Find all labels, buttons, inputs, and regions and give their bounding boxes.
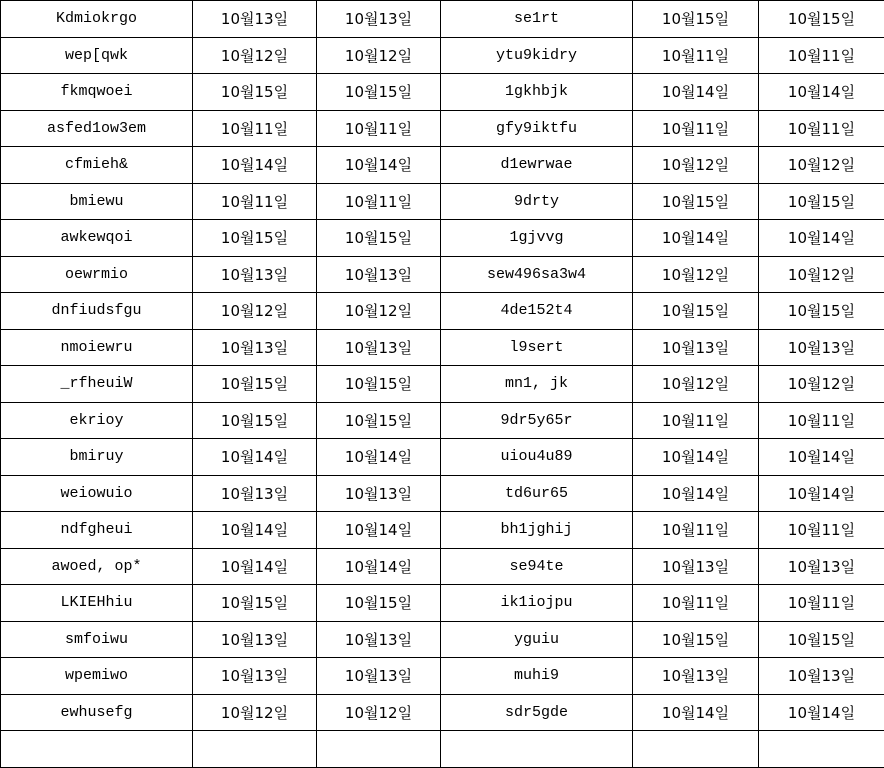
table-cell[interactable]: wep[qwk: [1, 37, 193, 74]
table-cell[interactable]: muhi9: [441, 658, 633, 695]
table-cell[interactable]: se1rt: [441, 1, 633, 38]
table-cell[interactable]: 10월11일: [633, 37, 759, 74]
table-cell[interactable]: wpemiwo: [1, 658, 193, 695]
table-cell[interactable]: dnfiudsfgu: [1, 293, 193, 330]
table-row: [1, 621, 884, 658]
table-row: [1, 731, 884, 768]
table-cell[interactable]: [1, 731, 193, 768]
table-cell[interactable]: ndfgheui: [1, 512, 193, 549]
table-cell[interactable]: 10월14일: [317, 439, 441, 476]
table-cell[interactable]: 10월15일: [193, 220, 317, 257]
table-cell[interactable]: 10월15일: [633, 621, 759, 658]
table-cell[interactable]: awkewqoi: [1, 220, 193, 257]
table-cell[interactable]: 10월13일: [193, 256, 317, 293]
table-cell[interactable]: 10월14일: [759, 475, 884, 512]
table-cell[interactable]: 10월11일: [633, 402, 759, 439]
table-row: [1, 329, 884, 366]
table-cell[interactable]: [317, 731, 441, 768]
table-cell[interactable]: 10월13일: [317, 621, 441, 658]
table-cell[interactable]: [441, 731, 633, 768]
table-cell[interactable]: bh1jghij: [441, 512, 633, 549]
table-cell[interactable]: bmiruy: [1, 439, 193, 476]
table-row: [1, 74, 884, 111]
table-cell[interactable]: 10월11일: [317, 110, 441, 147]
table-cell[interactable]: 10월14일: [759, 74, 884, 111]
table-cell[interactable]: l9sert: [441, 329, 633, 366]
table-cell[interactable]: ekrioy: [1, 402, 193, 439]
table-cell[interactable]: 10월12일: [633, 256, 759, 293]
table-row: [1, 147, 884, 184]
table-cell[interactable]: asfed1ow3em: [1, 110, 193, 147]
table-cell[interactable]: 10월15일: [317, 402, 441, 439]
table-cell[interactable]: 10월15일: [759, 293, 884, 330]
table-cell[interactable]: 10월13일: [317, 658, 441, 695]
table-row: [1, 110, 884, 147]
table-cell[interactable]: sdr5gde: [441, 694, 633, 731]
table-cell[interactable]: 10월11일: [193, 183, 317, 220]
table-cell[interactable]: 10월13일: [759, 658, 884, 695]
table-row: [1, 366, 884, 403]
table-cell[interactable]: 10월15일: [193, 585, 317, 622]
table-cell[interactable]: oewrmio: [1, 256, 193, 293]
table-row: [1, 256, 884, 293]
table-cell[interactable]: awoed, op*: [1, 548, 193, 585]
table-cell[interactable]: fkmqwoei: [1, 74, 193, 111]
table-row: [1, 439, 884, 476]
table-row: [1, 512, 884, 549]
table-cell[interactable]: 10월13일: [317, 475, 441, 512]
table-cell[interactable]: 10월11일: [759, 585, 884, 622]
table-cell[interactable]: 10월13일: [193, 621, 317, 658]
table-body: [1, 1, 884, 768]
table-cell[interactable]: 10월14일: [317, 512, 441, 549]
table-cell[interactable]: 10월12일: [193, 293, 317, 330]
table-cell[interactable]: 10월12일: [759, 366, 884, 403]
table-cell[interactable]: 10월11일: [193, 110, 317, 147]
table-cell[interactable]: 10월12일: [317, 37, 441, 74]
table-cell[interactable]: gfy9iktfu: [441, 110, 633, 147]
table-cell[interactable]: 10월15일: [193, 402, 317, 439]
table-cell[interactable]: 10월15일: [759, 1, 884, 38]
table-cell[interactable]: mn1, jk: [441, 366, 633, 403]
table-cell[interactable]: 10월12일: [317, 293, 441, 330]
table-cell[interactable]: ytu9kidry: [441, 37, 633, 74]
table-row: [1, 475, 884, 512]
table-cell[interactable]: 10월14일: [759, 439, 884, 476]
table-cell[interactable]: 10월13일: [759, 329, 884, 366]
table-cell[interactable]: 10월13일: [633, 548, 759, 585]
table-cell[interactable]: 10월14일: [633, 220, 759, 257]
table-cell[interactable]: 10월15일: [759, 183, 884, 220]
table-cell[interactable]: 10월14일: [633, 475, 759, 512]
table-cell[interactable]: yguiu: [441, 621, 633, 658]
table-cell[interactable]: 10월14일: [633, 439, 759, 476]
table-cell[interactable]: weiowuio: [1, 475, 193, 512]
table-cell[interactable]: 9dr5y65r: [441, 402, 633, 439]
table-cell[interactable]: 10월14일: [759, 694, 884, 731]
table-cell[interactable]: ik1iojpu: [441, 585, 633, 622]
table-cell[interactable]: ewhusefg: [1, 694, 193, 731]
table-cell[interactable]: 10월13일: [193, 658, 317, 695]
table-cell[interactable]: 10월13일: [317, 256, 441, 293]
table-cell[interactable]: 10월15일: [193, 74, 317, 111]
table-cell[interactable]: [759, 731, 884, 768]
table-cell[interactable]: 10월13일: [317, 329, 441, 366]
table-cell[interactable]: 10월11일: [633, 585, 759, 622]
table-cell[interactable]: 10월11일: [759, 110, 884, 147]
table-cell[interactable]: 10월12일: [193, 694, 317, 731]
table-cell[interactable]: 10월12일: [633, 147, 759, 184]
table-cell[interactable]: 10월14일: [193, 548, 317, 585]
table-cell[interactable]: smfoiwu: [1, 621, 193, 658]
table-cell[interactable]: 10월15일: [317, 585, 441, 622]
table-cell[interactable]: nmoiewru: [1, 329, 193, 366]
table-cell[interactable]: 10월12일: [759, 147, 884, 184]
table-cell[interactable]: 10월14일: [317, 147, 441, 184]
table-cell[interactable]: 10월11일: [759, 402, 884, 439]
table-cell[interactable]: _rfheuiW: [1, 366, 193, 403]
table-cell[interactable]: 10월13일: [193, 329, 317, 366]
table-cell[interactable]: se94te: [441, 548, 633, 585]
table-cell[interactable]: 10월11일: [633, 110, 759, 147]
table-cell[interactable]: cfmieh&: [1, 147, 193, 184]
table-cell[interactable]: bmiewu: [1, 183, 193, 220]
table-cell[interactable]: 10월15일: [317, 74, 441, 111]
table-row: [1, 694, 884, 731]
table-cell[interactable]: 10월14일: [633, 694, 759, 731]
table-cell[interactable]: 10월14일: [193, 512, 317, 549]
table-cell[interactable]: 9drty: [441, 183, 633, 220]
table-cell[interactable]: 10월14일: [759, 220, 884, 257]
table-cell[interactable]: 10월12일: [633, 366, 759, 403]
table-row: [1, 1, 884, 38]
table-cell[interactable]: sew496sa3w4: [441, 256, 633, 293]
table-cell[interactable]: 1gkhbjk: [441, 74, 633, 111]
table-cell[interactable]: 10월13일: [317, 1, 441, 38]
table-row: [1, 402, 884, 439]
table-cell[interactable]: Kdmiokrgo: [1, 1, 193, 38]
table-row: [1, 220, 884, 257]
table-cell[interactable]: 10월14일: [193, 439, 317, 476]
table-cell[interactable]: 10월11일: [759, 37, 884, 74]
table-cell[interactable]: d1ewrwae: [441, 147, 633, 184]
table-row: [1, 293, 884, 330]
table-cell[interactable]: 10월15일: [317, 366, 441, 403]
table-cell[interactable]: 10월15일: [193, 366, 317, 403]
table-row: [1, 183, 884, 220]
table-cell[interactable]: 10월13일: [759, 548, 884, 585]
table-cell[interactable]: 10월15일: [759, 621, 884, 658]
table-cell[interactable]: [633, 731, 759, 768]
table-cell[interactable]: 10월13일: [193, 475, 317, 512]
table-cell[interactable]: 10월13일: [633, 329, 759, 366]
table-cell[interactable]: 10월14일: [193, 147, 317, 184]
table-cell[interactable]: 10월11일: [317, 183, 441, 220]
table-cell[interactable]: 10월14일: [633, 74, 759, 111]
table-row: [1, 548, 884, 585]
table-cell[interactable]: LKIEHhiu: [1, 585, 193, 622]
table-cell[interactable]: 10월14일: [317, 548, 441, 585]
table-cell[interactable]: 4de152t4: [441, 293, 633, 330]
table-cell[interactable]: td6ur65: [441, 475, 633, 512]
table-cell[interactable]: 10월13일: [633, 658, 759, 695]
table-cell[interactable]: 10월12일: [193, 37, 317, 74]
table-cell[interactable]: 1gjvvg: [441, 220, 633, 257]
table-cell[interactable]: 10월12일: [759, 256, 884, 293]
table-row: [1, 37, 884, 74]
table-cell[interactable]: 10월15일: [317, 220, 441, 257]
table-cell[interactable]: 10월13일: [193, 1, 317, 38]
table-row: [1, 658, 884, 695]
table-cell[interactable]: 10월15일: [633, 1, 759, 38]
table-cell[interactable]: 10월12일: [317, 694, 441, 731]
table-row: [1, 585, 884, 622]
table-cell[interactable]: [193, 731, 317, 768]
table-cell[interactable]: 10월11일: [759, 512, 884, 549]
table-cell[interactable]: 10월15일: [633, 183, 759, 220]
table-cell[interactable]: uiou4u89: [441, 439, 633, 476]
table-cell[interactable]: 10월15일: [633, 293, 759, 330]
table-cell[interactable]: 10월11일: [633, 512, 759, 549]
